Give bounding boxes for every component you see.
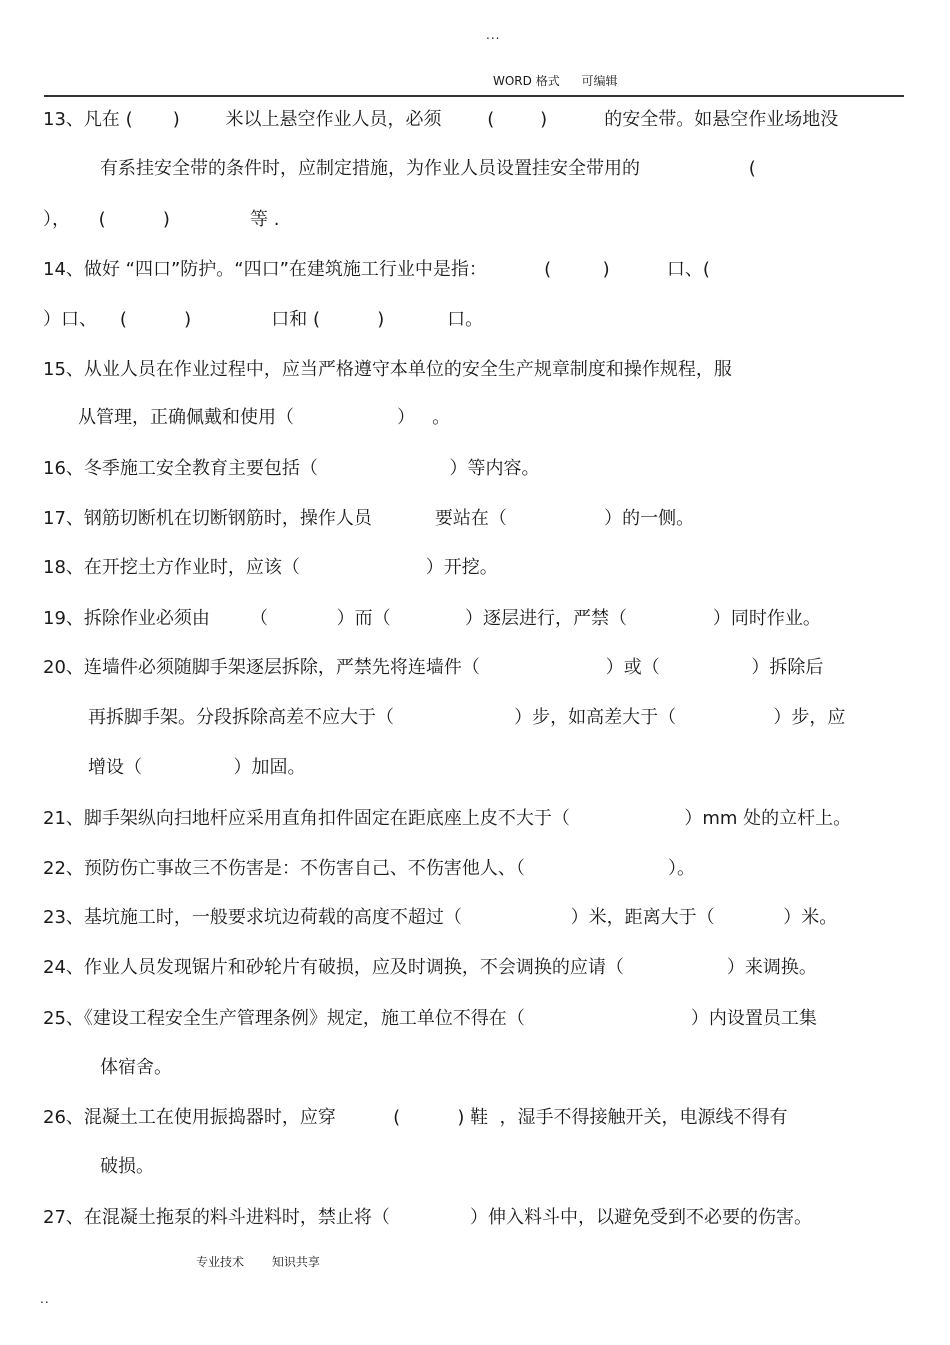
word-format-label: WORD 格式 [493,74,560,88]
footer-dots: .. [40,1292,50,1306]
question-16: 16、冬季施工安全教育主要包括（ ）等内容。 [43,458,540,479]
header-note [493,72,636,89]
question-19: 19、拆除作业必须由 （ ）而（ ）逐层进行，严禁（ ）同时作业。 [43,608,821,629]
question-14-line-1: 14、做好 “四口”防护。“四口”在建筑施工行业中是指： ( ) 口、( [43,259,710,280]
question-26-line-1: 26、混凝土工在使用振捣器时，应穿 ( ) 鞋 ，湿手不得接触开关，电源线不得有 [43,1107,788,1128]
question-23: 23、基坑施工时，一般要求坑边荷载的高度不超过（ ）米，距离大于（ ）米。 [43,907,838,928]
question-20-line-2: 再拆脚手架。分段拆除高差不应大于（ ）步，如高差大于（ ）步，应 [88,707,846,728]
question-27: 27、在混凝土拖泵的料斗进料时，禁止将（ ）伸入料斗中，以避免受到不必要的伤害。 [43,1207,813,1228]
question-15-line-1: 15、从业人员在作业过程中，应当严格遵守本单位的安全生产规章制度和操作规程，服 [43,359,732,380]
footer-right-label: 知识共享 [271,1255,320,1269]
footer-note [196,1253,344,1270]
question-21: 21、脚手架纵向扫地杆应采用直角扣件固定在距底座上皮不大于（ ）mm 处的立杆上。 [43,808,852,829]
question-13-line-2: 有系挂安全带的条件时，应制定措施，为作业人员设置挂安全带用的 ( [100,158,756,179]
question-25-line-2: 体宿舍。 [100,1057,172,1078]
question-17: 17、钢筋切断机在切断钢筋时，操作人员 要站在（ ）的一侧。 [43,508,695,529]
header-dots: ... [486,28,501,42]
question-18: 18、在开挖土方作业时，应该（ ）开挖。 [43,557,498,578]
question-14-line-2: ）口、 ( ) 口和 ( ) 口。 [43,309,484,330]
question-26-line-2: 破损。 [100,1156,154,1177]
question-15-line-2: 从管理，正确佩戴和使用（ ） 。 [78,407,451,428]
header-rule [44,95,904,97]
question-24: 24、作业人员发现锯片和砂轮片有破损，应及时调换，不会调换的应请（ ）来调换。 [43,957,817,978]
question-20-line-3: 增设（ ）加固。 [88,757,306,778]
editable-label: 可编辑 [581,74,618,88]
question-25-line-1: 25、《建设工程安全生产管理条例》规定，施工单位不得在（ ）内设置员工集 [43,1008,817,1029]
question-13-line-3: ）， ( ) 等 . [43,209,280,230]
question-13-line-1: 13、凡在 ( ) 米以上悬空作业人员，必须 ( ) 的安全带。如悬空作业场地没 [43,109,839,130]
footer-left-label: 专业技术 [196,1255,245,1269]
question-20-line-1: 20、连墙件必须随脚手架逐层拆除，严禁先将连墙件（ ）或（ ）拆除后 [43,657,824,678]
question-22: 22、预防伤亡事故三不伤害是：不伤害自己、不伤害他人、（ ）。 [43,858,695,879]
